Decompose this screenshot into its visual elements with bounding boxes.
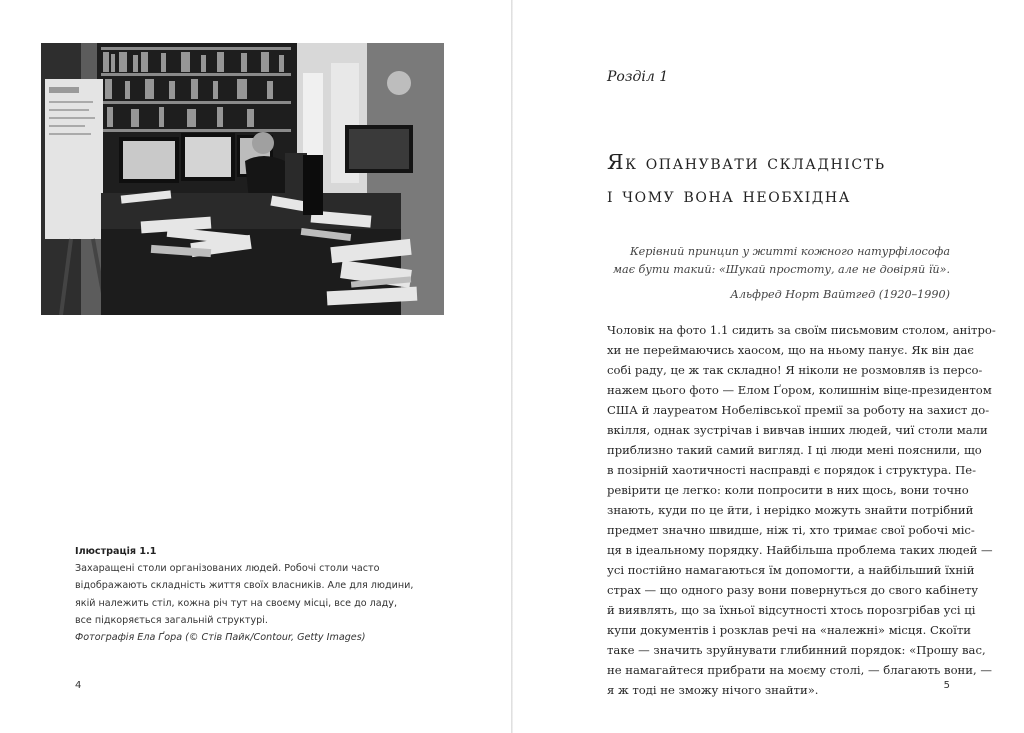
chapter-title-line: Як опанувати складність [607, 150, 886, 174]
body-line: приблизно такий самий вигляд. І ці люди мені пояснили, що [607, 443, 982, 457]
photo-credit: Фотографія Ела Ґора (© Стів Пайк/Contour, Getty Images) [75, 632, 366, 644]
body-line: вкілля, однак зустрічав і вивчав інших людей, чиї столи мали [607, 423, 988, 437]
epigraph-line: Керівний принцип у житті кожного натурфілософа [629, 245, 950, 258]
right-page [513, 0, 1024, 733]
chapter-title [607, 146, 967, 212]
body-line: нажем цього фото — Елом Ґором, колишнім віце-президентом [607, 383, 992, 397]
left-page [0, 0, 511, 733]
body-line: США й лауреатом Нобелівської премії за роботу на захист до- [607, 403, 990, 417]
chapter-title-line: і чому вона необхідна [607, 183, 851, 207]
caption-line: якій належить стіл, кожна річ тут на своєму місці, все до ладу, [75, 597, 398, 609]
epigraph-line: має бути такий: «Шукай простоту, але не довіряй їй». [612, 263, 950, 276]
body-line: хи не переймаючись хаосом, що на ньому панує. Як він дає [607, 343, 974, 357]
body-line: предмет значно швидше, ніж ті, хто тримає свої робочі міс- [607, 523, 975, 537]
body-line: й виявлять, що за їхньої відсутності хтось порозгрібав усі ці [607, 603, 976, 617]
body-line: ця в ідеальному порядку. Найбільша проблема таких людей — [607, 543, 993, 557]
epigraph-author: Альфред Норт Вайтгед (1920–1990) [730, 288, 950, 301]
body-line: собі раду, це ж так складно! Я ніколи не розмовляв із персо- [607, 363, 983, 377]
body-line: страх — що одного разу вони повернуться до свого кабінету [607, 583, 979, 597]
epigraph [610, 243, 950, 304]
chapter-label: Розділ 1 [607, 69, 669, 85]
page-number-right: 5 [943, 680, 950, 691]
body-line: таке — значить зруйнувати глибинний порядок: «Прошу вас, [607, 643, 986, 657]
caption-line: Захаращені столи організованих людей. Робочі столи часто [75, 563, 380, 575]
body-text [607, 320, 996, 700]
caption-line: відображають складність життя своїх власників. Але для людини, [75, 580, 414, 592]
body-line: купи документів і розклав речі на «належні» місця. Скоїти [607, 623, 971, 637]
body-line: Чоловік на фото 1.1 сидить за своїм письмовим столом, анітро- [607, 323, 996, 337]
body-line: знають, куди по це йти, і нерідко можуть знайти потрібний [607, 503, 974, 517]
body-line: не намагайтеся прибрати на моєму столі, — благають вони, — [607, 663, 992, 677]
caption-title: Ілюстрація 1.1 [75, 546, 157, 557]
figure-caption [75, 543, 415, 646]
body-line: в позірній хаотичності насправді є порядок і структура. Пе- [607, 463, 977, 477]
body-line: усі постійно намагаються їм допомогти, а найбільший їхній [607, 563, 975, 577]
caption-line: все підкоряється загальній структурі. [75, 614, 268, 626]
body-line: я ж тоді не зможу нічого знайти». [607, 683, 819, 697]
body-line: ревірити це легко: коли попросити в них щось, вони точно [607, 483, 969, 497]
page-number-left: 4 [75, 680, 82, 691]
desk-photo [41, 43, 444, 315]
